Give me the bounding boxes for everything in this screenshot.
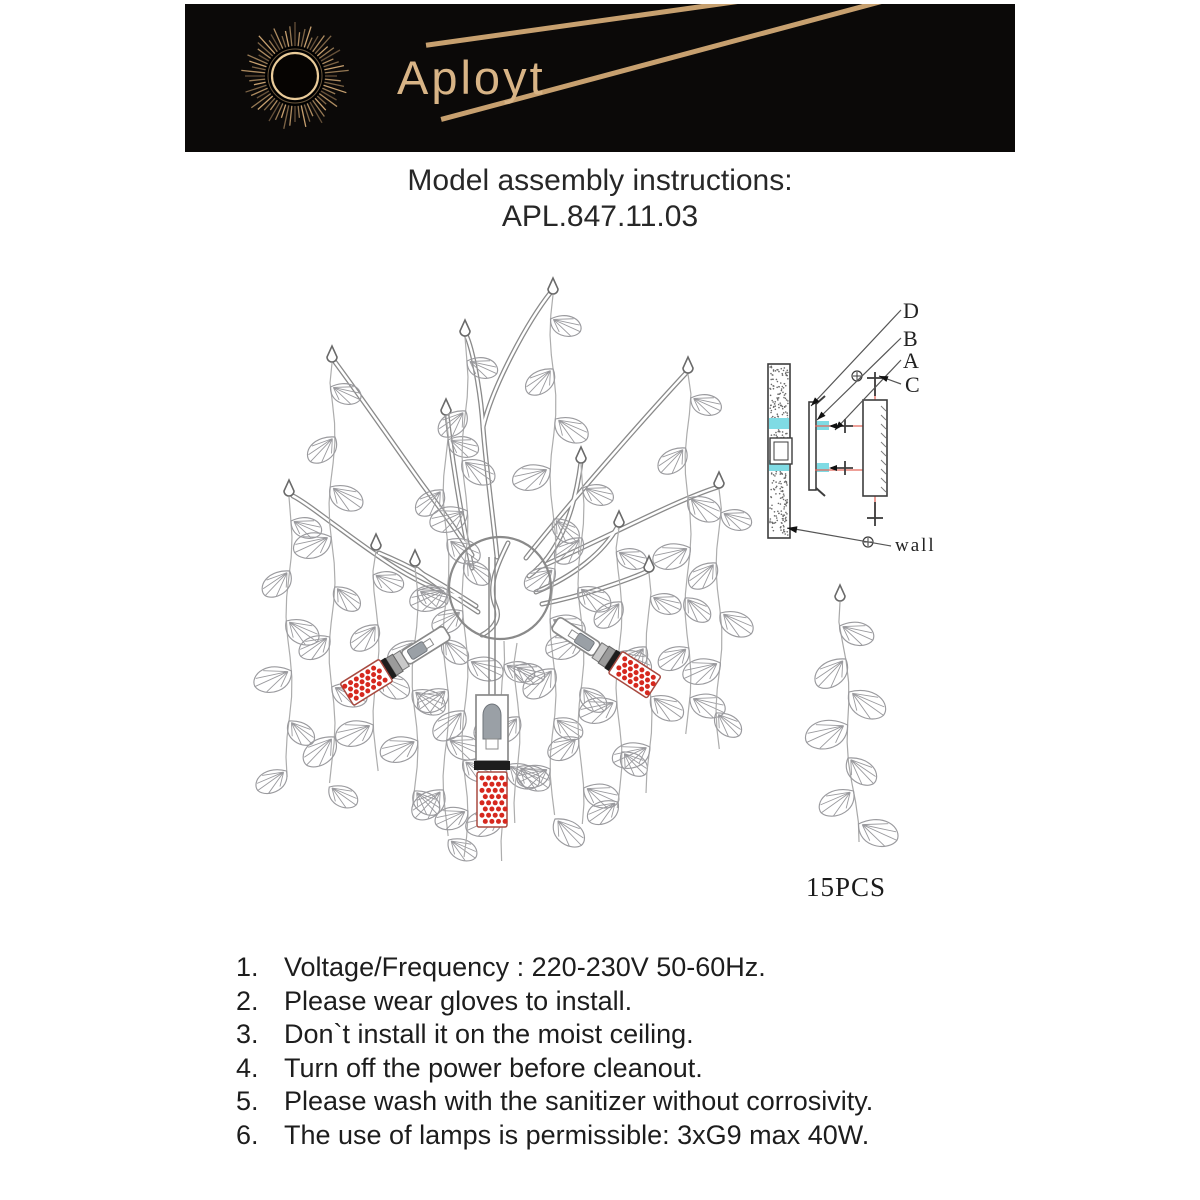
instruction-item [236,1019,1026,1053]
instruction-list [236,952,1026,1153]
instruction-item [236,1086,1026,1120]
instruction-item [236,986,1026,1020]
instruction-number: 5. [236,1086,259,1116]
instruction-text: Please wash with the sanitizer without corrosivity. [284,1086,874,1116]
brand-logo-text: Aployt [397,51,546,104]
instruction-number: 2. [236,985,259,1016]
title-line-2-model-code: APL.847.11.03 [501,200,699,233]
instruction-item [236,1053,1026,1087]
instruction-number: 6. [236,1119,259,1150]
instruction-text: Voltage/Frequency : 220-230V 50-60Hz. [284,952,766,982]
instruction-number: 1. [236,952,259,982]
instruction-text: Don`t install it on the moist ceiling. [284,1019,694,1049]
leaf-strand-part-drawing [788,580,938,870]
mount-label-b: B [903,326,918,351]
brand-banner [185,4,1015,152]
banner-gold-rays-art [185,4,1015,152]
wall-label: wall [895,535,936,556]
wall-mount-diagram [745,288,955,588]
mount-label-c: C [905,372,920,397]
instruction-number: 4. [236,1052,259,1083]
strand-count-label: 15PCS [806,872,887,902]
instruction-item [236,1120,1026,1154]
mount-label-a: A [903,348,919,373]
instruction-text: Turn off the power before cleanout. [284,1052,703,1083]
instruction-text: The use of lamps is permissible: 3xG9 max 40W. [284,1119,870,1150]
instruction-item [236,952,1026,986]
mount-label-d: D [903,298,919,323]
instruction-number: 3. [236,1019,259,1049]
chandelier-assembly-drawing [225,255,785,895]
instruction-text: Please wear gloves to install. [284,985,633,1016]
document-title [0,163,1200,235]
title-line-1: Model assembly instructions: [407,164,793,197]
